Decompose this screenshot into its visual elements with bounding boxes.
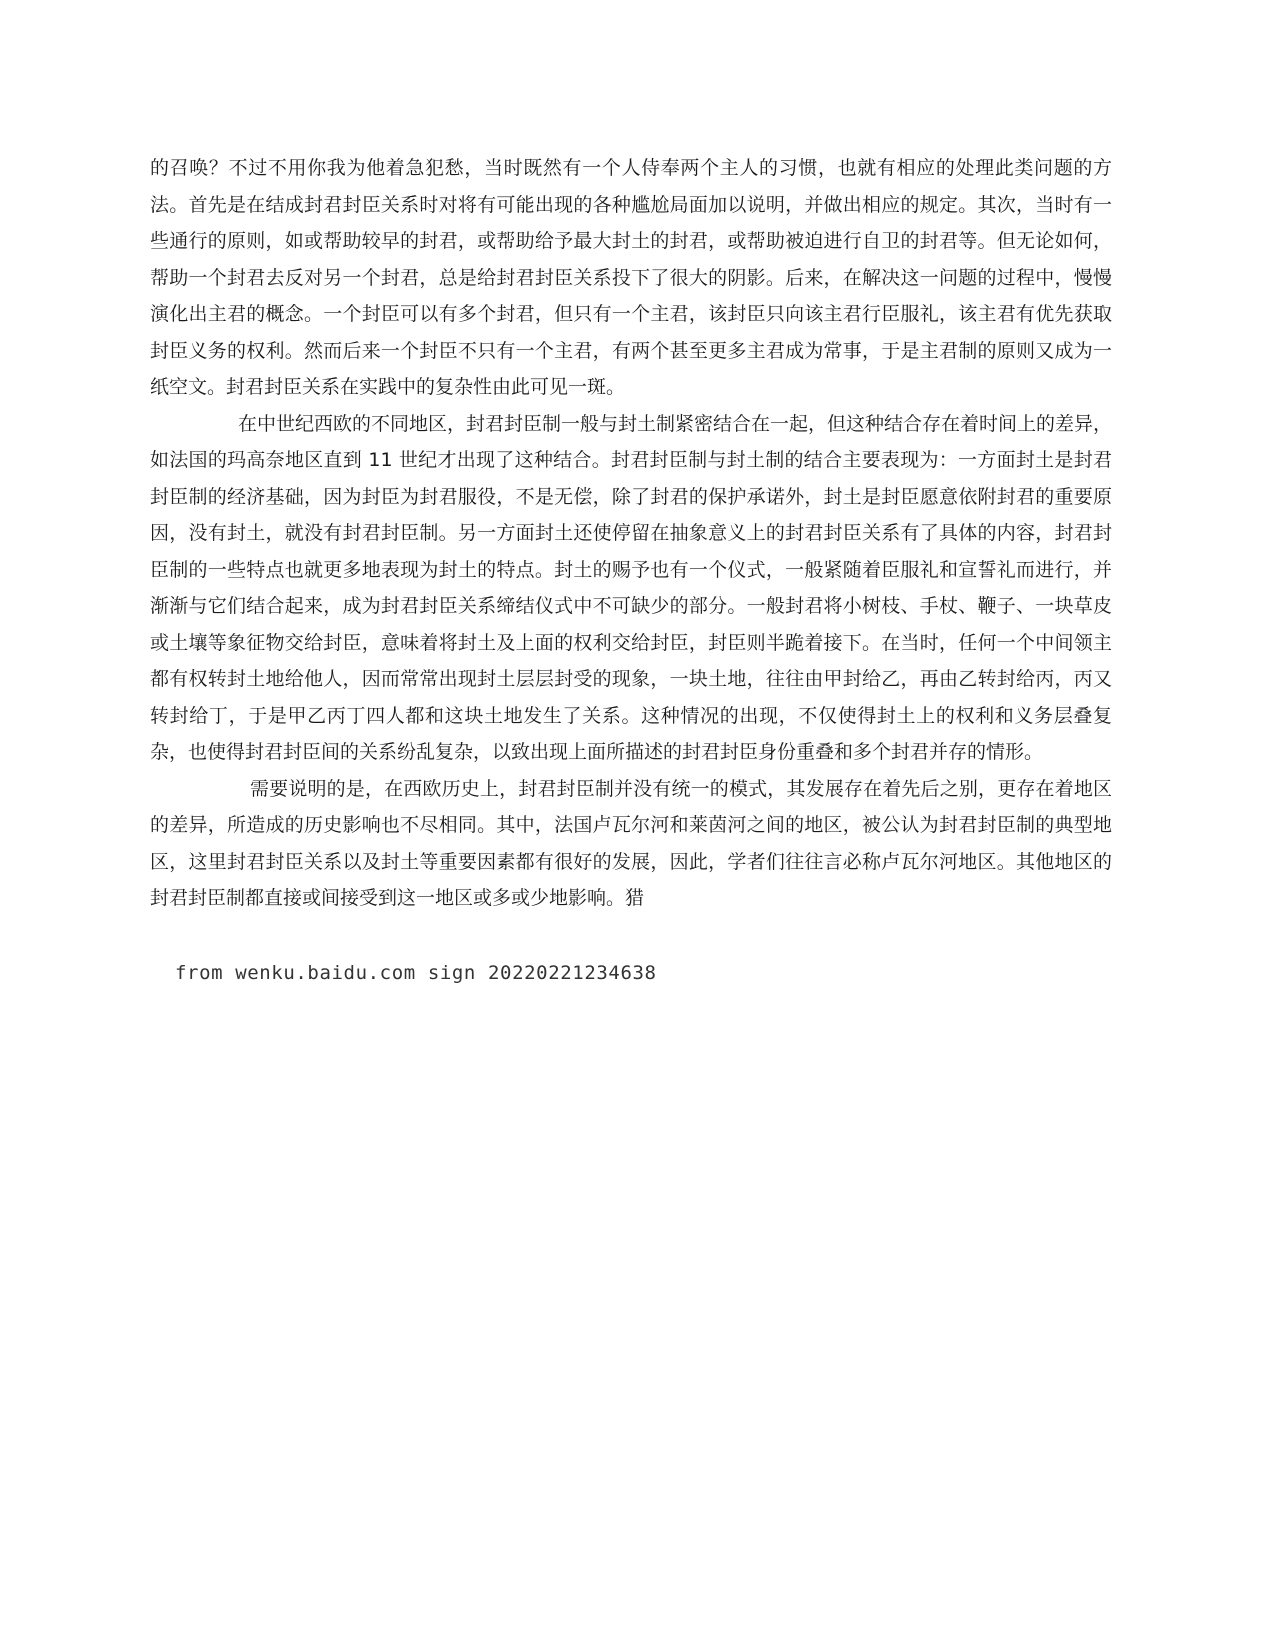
paragraph-3: 需要说明的是，在西欧历史上，封君封臣制并没有统一的模式，其发展存在着先后之别，更存在着地区的差异，所造成的历史影响也不尽相同。其中，法国卢瓦尔河和莱茵河之间的地区，被公认为封君封臣制的典型地区，这里封君封臣关系以及封土等重要因素都有很好的发展，因此，学者们往往言必称卢瓦尔河地区。其他地区的封君封臣制都直接或间接受到这一地区或多或少地影响。猎 [150, 777, 1112, 909]
paragraph-1: 的召唤？不过不用你我为他着急犯愁，当时既然有一个人侍奉两个主人的习惯，也就有相应的处理此类问题的方法。首先是在结成封君封臣关系时对将有可能出现的各种尴尬局面加以说明，并做出相应的规定。其次，当时有一些通行的原则，如或帮助较早的封君，或帮助给予最大封土的封君，或帮助被迫进行自卫的封君等。但无论如何，帮助一个封君去反对另一个封君，总是给封君封臣关系投下了很大的阴影。后来，在解决这一问题的过程中，慢慢演化出主君的概念。一个封臣可以有多个封君，但只有一个主君，该封臣只向该主君行臣服礼，该主君有优先获取封臣义务的权利。然而后来一个封臣不只有一个主君，有两个甚至更多主君成为常事，于是主君制的原则又成为一纸空文。封君封臣关系在实践中的复杂性由此可见一斑。 [150, 157, 1112, 398]
document-body [150, 150, 1112, 917]
paragraph-2: 在中世纪西欧的不同地区，封君封臣制一般与封土制紧密结合在一起，但这种结合存在着时间上的差异，如法国的玛高奈地区直到 11 世纪才出现了这种结合。封君封臣制与封土制的结合主要表现为：一方面封土是封君封臣制的经济基础，因为封臣为封君服役，不是无偿，除了封君的保护承诺外，封土是封臣愿意依附封君的重要原因，没有封土，就没有封君封臣制。另一方面封土还使停留在抽象意义上的封君封臣关系有了具体的内容，封君封臣制的一些特点也就更多地表现为封土的特点。封土的赐予也有一个仪式，一般紧随着臣服礼和宣誓礼而进行，并渐渐与它们结合起来，成为封君封臣关系缔结仪式中不可缺少的部分。一般封君将小树枝、手杖、鞭子、一块草皮或土壤等象征物交给封臣，意味着将封土及上面的权利交给封臣，封臣则半跪着接下。在当时，任何一个中间领主都有权转封土地给他人，因而常常出现封土层层封受的现象，一块土地，往往由甲封给乙，再由乙转封给丙，丙又转封给丁，于是甲乙丙丁四人都和这块土地发生了关系。这种情况的出现，不仅使得封土上的权利和义务层叠复杂，也使得封君封臣间的关系纷乱复杂，以致出现上面所描述的封君封臣身份重叠和多个封君并存的情形。 [150, 412, 1113, 763]
source-footer: from wenku.baidu.com sign 20220221234638 [175, 962, 657, 984]
